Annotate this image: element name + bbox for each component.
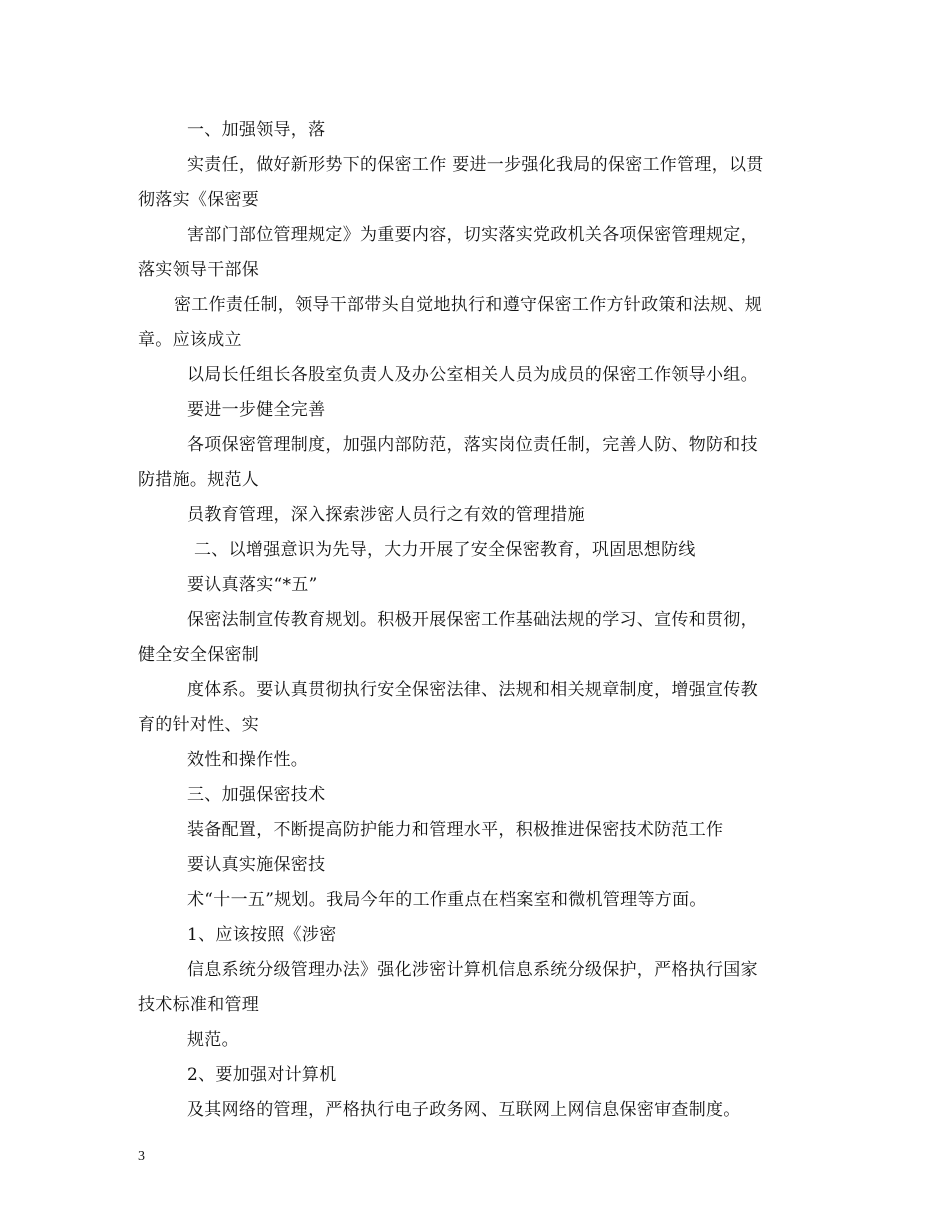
text-line: 要认真落实“*五”	[187, 575, 318, 595]
text-line: 要进一步健全完善	[187, 400, 326, 420]
text-line: 效性和操作性。	[187, 750, 309, 770]
text-line: 信息系统分级管理办法》强化涉密计算机信息系统分级保护，严格执行国家	[187, 960, 758, 980]
text-line: 彻落实《保密要	[138, 190, 260, 210]
text-line: 章。应该成立	[138, 330, 242, 350]
text-line: 实责任，做好新形势下的保密工作 要进一步强化我局的保密工作管理，以贯	[187, 155, 764, 175]
text-line: 以局长任组长各股室负责人及办公室相关人员为成员的保密工作领导小组。	[187, 365, 758, 385]
text-line: 密工作责任制，领导干部带头自觉地执行和遵守保密工作方针政策和法规、规	[174, 295, 763, 315]
text-line: 规范。	[187, 1030, 239, 1050]
page-number: 3	[138, 1149, 145, 1164]
text-line: 员教育管理，深入探索涉密人员行之有效的管理措施	[187, 505, 585, 525]
text-line: 育的针对性、实	[138, 715, 260, 735]
text-line: 度体系。要认真贯彻执行安全保密法律、法规和相关规章制度，增强宣传教	[187, 680, 758, 700]
text-line: 一、加强领导，落	[187, 120, 326, 140]
text-line: 二、以增强意识为先导，大力开展了安全保密教育，巩固思想防线	[194, 540, 696, 560]
text-line: 装备配置，不断提高防护能力和管理水平，积极推进保密技术防范工作	[187, 820, 724, 840]
text-line: 防措施。规范人	[138, 470, 260, 490]
text-line: 术“十一五”规划。我局今年的工作重点在档案室和微机管理等方面。	[187, 890, 707, 910]
text-line: 三、加强保密技术	[187, 785, 326, 805]
text-line: 要认真实施保密技	[187, 855, 326, 875]
text-line: 害部门部位管理规定》为重要内容，切实落实党政机关各项保密管理规定，	[187, 225, 758, 245]
text-line: 1、应该按照《涉密	[187, 925, 337, 945]
text-line: 各项保密管理制度，加强内部防范，落实岗位责任制，完善人防、物防和技	[187, 435, 758, 455]
text-line: 及其网络的管理，严格执行电子政务网、互联网上网信息保密审查制度。	[187, 1100, 741, 1120]
text-line: 技术标准和管理	[138, 995, 260, 1015]
text-line: 2、要加强对计算机	[187, 1065, 337, 1085]
text-line: 落实领导干部保	[138, 260, 260, 280]
text-line: 保密法制宣传教育规划。积极开展保密工作基础法规的学习、宣传和贯彻，	[187, 610, 758, 630]
text-line: 健全安全保密制	[138, 645, 260, 665]
